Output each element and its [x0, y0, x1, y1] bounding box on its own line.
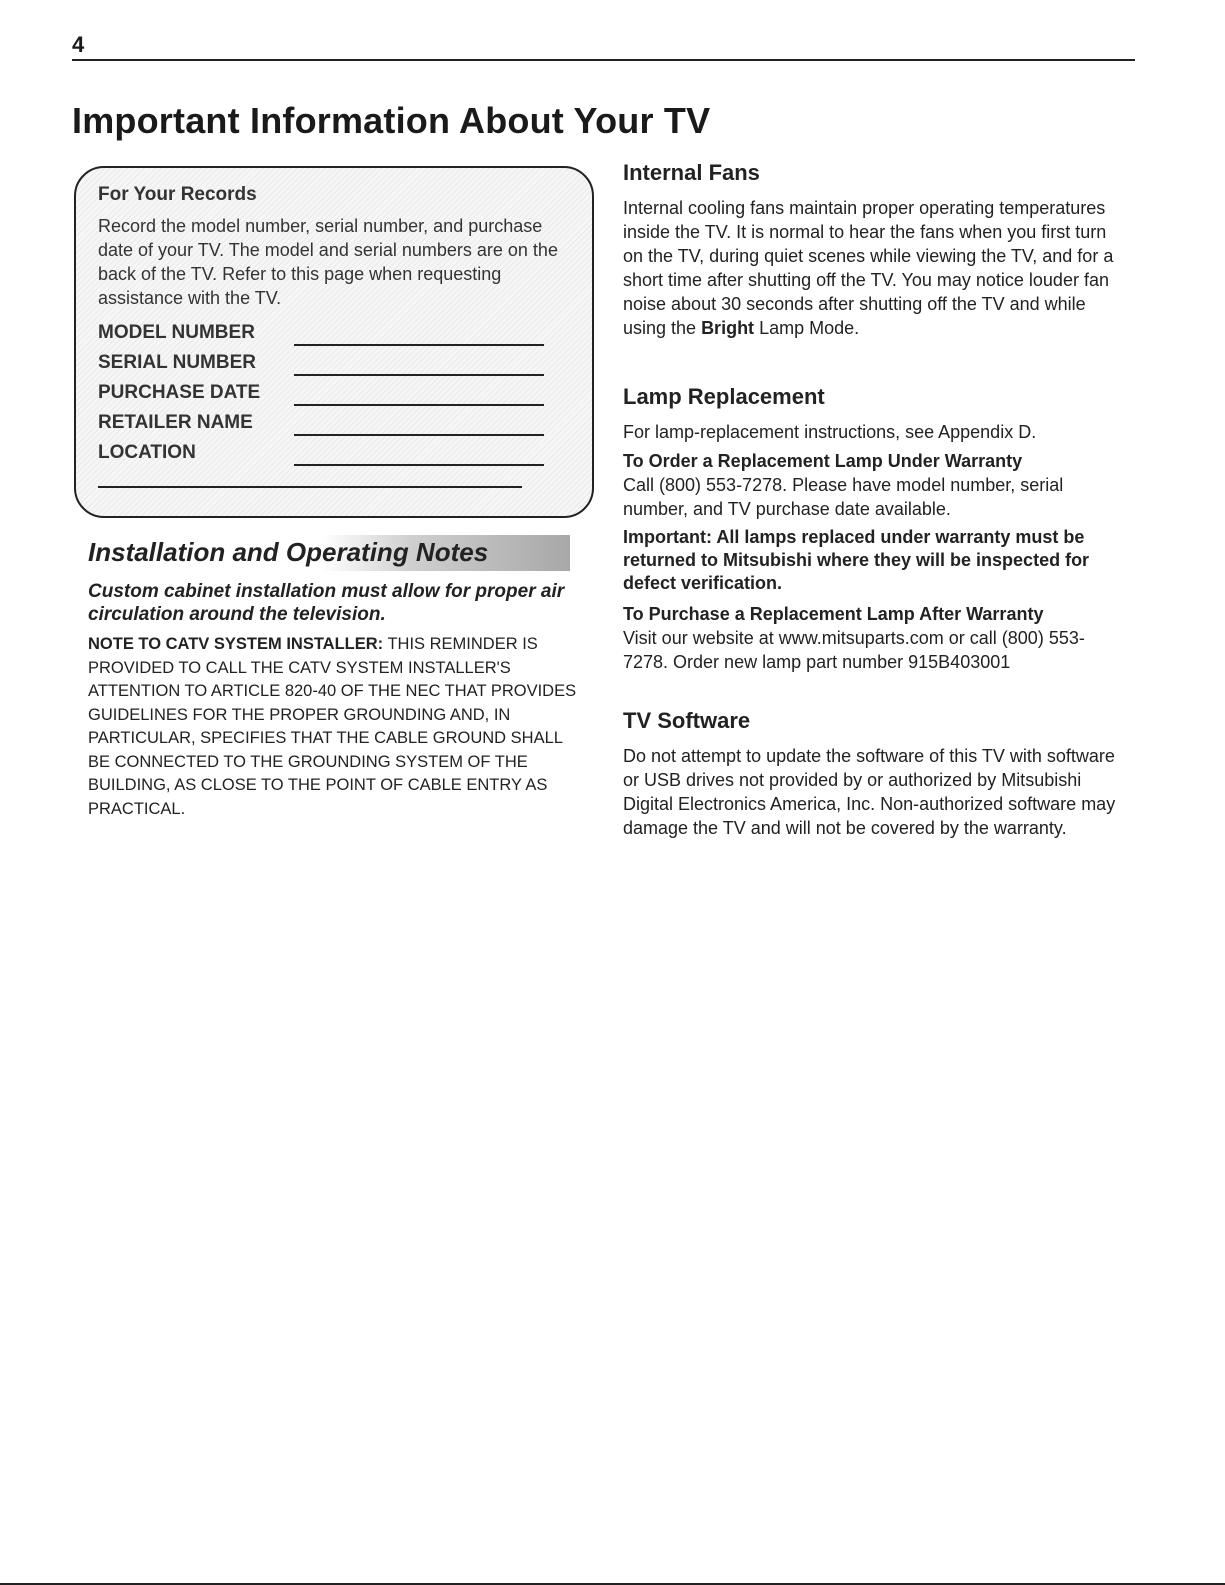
catv-text: THIS REMINDER IS PROVIDED TO CALL THE CATV SYSTEM INSTALLER'S ATTENTION TO ARTICLE 820-40 OF THE NEC THAT PROVIDES GUIDELINES FOR THE PROPER GROUNDING AND, IN PARTICULAR, SPECIFIES THAT THE CABLE GROUND SHALL BE CONNECTED TO THE GROUNDING SYSTEM OF THE BUILDING, AS CLOSE TO THE POINT OF CABLE ENTRY AS PRACTICAL. [88, 635, 577, 818]
field-label: SERIAL NUMBER [98, 352, 256, 373]
bright-mode-label: Bright [701, 318, 755, 338]
after-warranty-heading: To Purchase a Replacement Lamp After Warranty [623, 604, 1044, 624]
purchase-date-field[interactable] [98, 382, 578, 408]
serial-number-field[interactable] [98, 352, 578, 378]
entry-line [294, 404, 544, 406]
entry-line [294, 464, 544, 466]
records-text: Record the model number, serial number, and purchase date of your TV. The model and serial numbers are on the back of the TV. Refer to this page when requesting assistance with the TV. [98, 216, 558, 308]
extra-entry-line[interactable] [98, 486, 522, 488]
after-warranty-text: Visit our website at www.mitsuparts.com or call (800) 553-7278. Order new lamp part number 915B403001 [623, 628, 1085, 672]
location-field[interactable] [98, 442, 578, 468]
lamp-replacement-text: For lamp-replacement instructions, see Appendix D. [623, 422, 1037, 442]
header-rule [72, 59, 1135, 61]
installation-italic-note: Custom cabinet installation must allow for proper air circulation around the television. [88, 581, 565, 625]
internal-fans-text [623, 196, 1123, 340]
under-warranty-heading: To Order a Replacement Lamp Under Warranty [623, 451, 1023, 471]
field-label: PURCHASE DATE [98, 382, 261, 403]
under-warranty-text: Call (800) 553-7278. Please have model number, serial number, and TV purchase date available. [623, 475, 1064, 519]
catv-label: NOTE TO CATV SYSTEM INSTALLER: [88, 635, 384, 653]
installation-heading: Installation and Operating Notes [88, 537, 489, 567]
catv-note [88, 633, 578, 821]
field-label: LOCATION [98, 442, 196, 463]
internal-fans-text-end: Lamp Mode. [754, 318, 860, 338]
entry-line [294, 374, 544, 376]
important-note: Important: All lamps replaced under warranty must be returned to Mitsubishi where they will be inspected for defect verification. [623, 527, 1090, 593]
tv-software-heading: TV Software [623, 708, 751, 733]
records-title: For Your Records [98, 184, 257, 205]
entry-line [294, 344, 544, 346]
model-number-field[interactable] [98, 322, 578, 348]
entry-line [294, 434, 544, 436]
tv-software-text: Do not attempt to update the software of this TV with software or USB drives not provided by or authorized by Mitsubishi Digital Electronics America, Inc. Non-authorized software may damage the TV and will not be covered by the warranty. [623, 746, 1116, 838]
field-label: RETAILER NAME [98, 412, 253, 433]
internal-fans-heading: Internal Fans [623, 160, 760, 185]
lamp-replacement-heading: Lamp Replacement [623, 384, 825, 409]
retailer-name-field[interactable] [98, 412, 578, 438]
page-title: Important Information About Your TV [72, 100, 711, 141]
internal-fans-text-part: Internal cooling fans maintain proper operating temperatures inside the TV. It is normal to hear the fans when you first turn on the TV, during quiet scenes while viewing the TV, and for a short time after shutting off the TV. You may notice louder fan noise about 30 seconds after shutting off the TV and while using the [623, 198, 1114, 338]
field-label: MODEL NUMBER [98, 322, 255, 343]
page-number: 4 [72, 32, 85, 57]
records-box [74, 166, 594, 518]
